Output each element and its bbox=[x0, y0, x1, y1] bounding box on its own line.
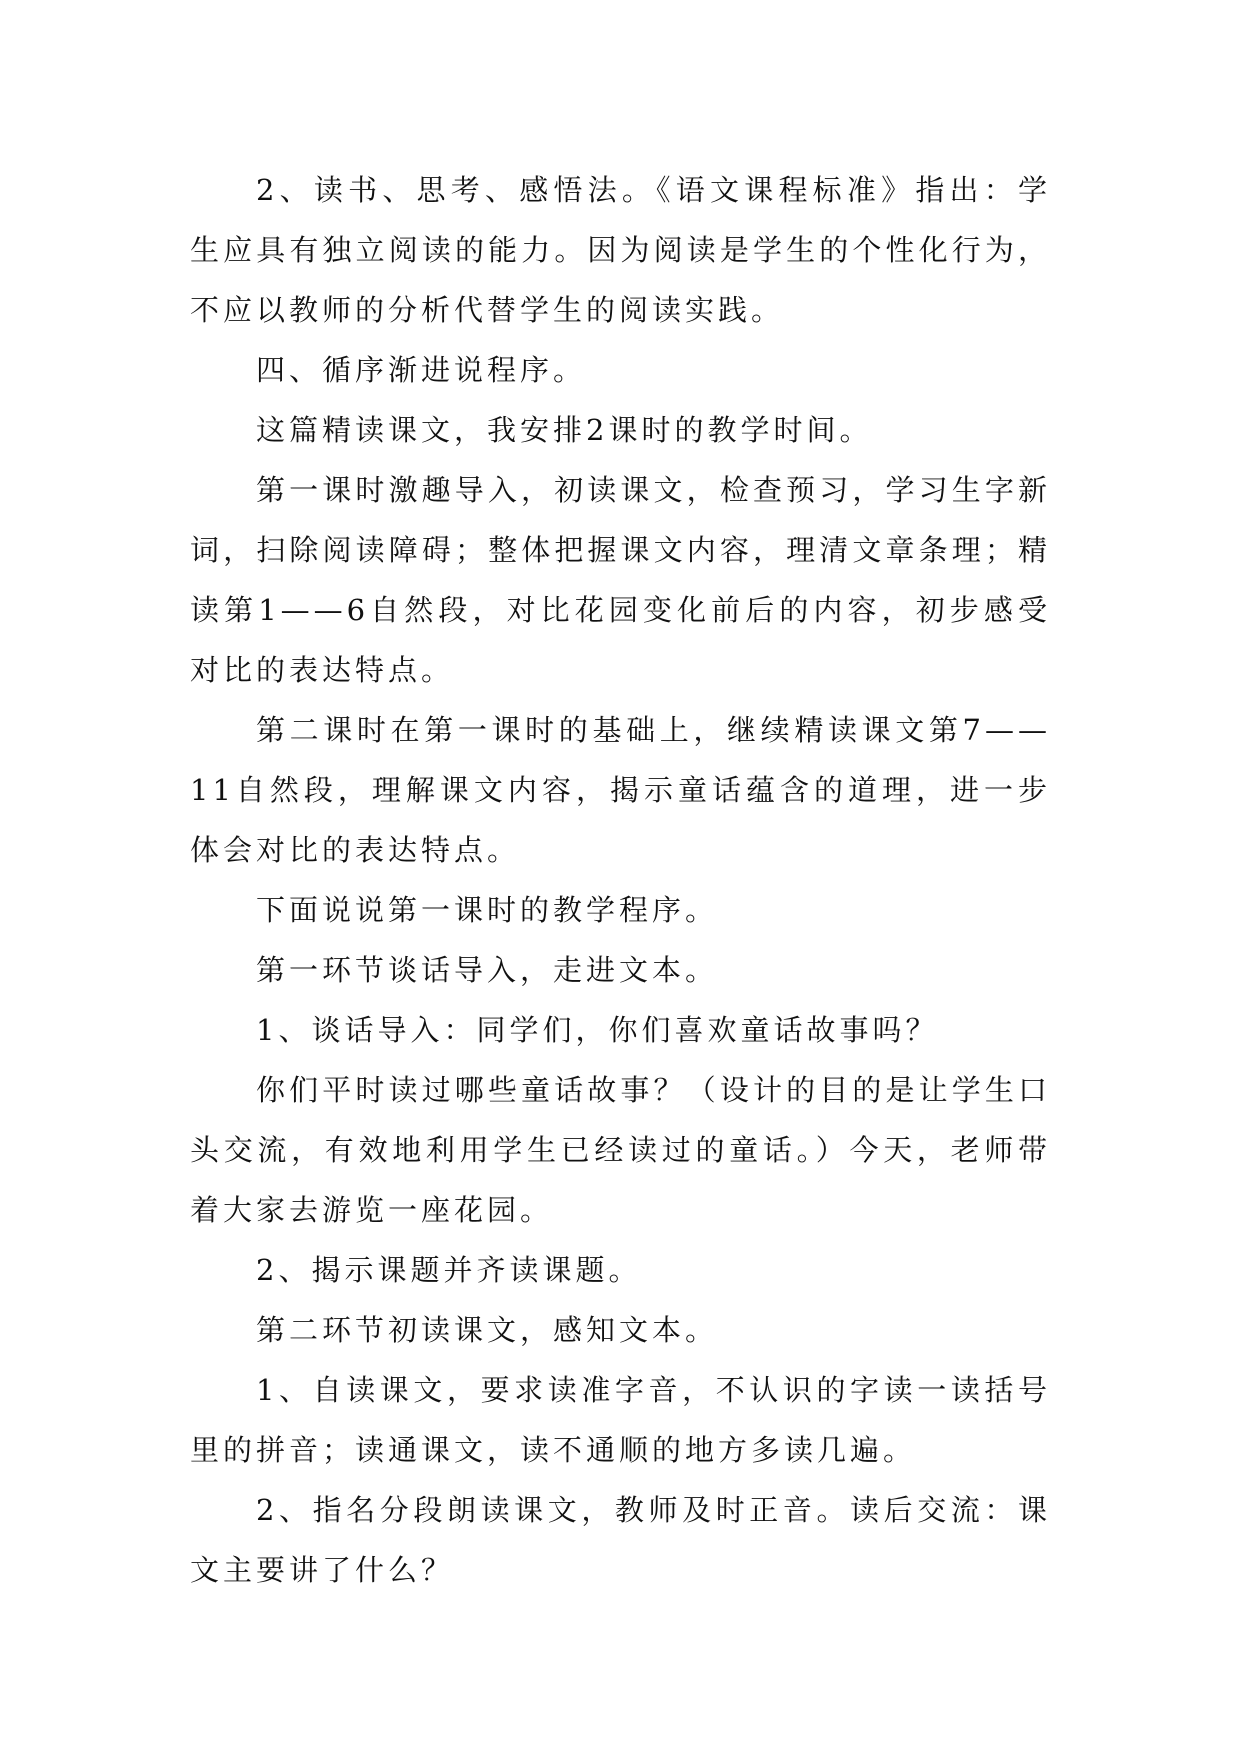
paragraph: 2、读书、思考、感悟法。《语文课程标准》指出：学生应具有独立阅读的能力。因为阅读是学生的个性化行为，不应以教师的分析代替学生的阅读实践。 bbox=[190, 173, 1051, 327]
paragraph: 1、自读课文，要求读准字音，不认识的字读一读括号里的拼音；读通课文，读不通顺的地方多读几遍。 bbox=[190, 1373, 1051, 1467]
section-heading: 四、循序渐进说程序。 bbox=[256, 353, 587, 387]
paragraph: 2、揭示课题并齐读课题。 bbox=[256, 1253, 642, 1287]
paragraph: 你们平时读过哪些童话故事？（设计的目的是让学生口头交流，有效地利用学生已经读过的童话。）今天，老师带着大家去游览一座花园。 bbox=[190, 1073, 1051, 1227]
step-heading: 第一环节谈话导入，走进文本。 bbox=[256, 953, 719, 987]
paragraph: 第一课时激趣导入，初读课文，检查预习，学习生字新词，扫除阅读障碍；整体把握课文内容，理清文章条理；精读第1——6自然段，对比花园变化前后的内容，初步感受对比的表达特点。 bbox=[190, 473, 1051, 687]
paragraph: 下面说说第一课时的教学程序。 bbox=[256, 893, 719, 927]
document-body bbox=[190, 160, 1051, 1600]
paragraph: 第二课时在第一课时的基础上，继续精读课文第7——11自然段，理解课文内容，揭示童话蕴含的道理，进一步体会对比的表达特点。 bbox=[190, 713, 1051, 867]
paragraph: 1、谈话导入：同学们，你们喜欢童话故事吗？ bbox=[256, 1013, 939, 1047]
step-heading: 第二环节初读课文，感知文本。 bbox=[256, 1313, 719, 1347]
paragraph: 这篇精读课文，我安排2课时的教学时间。 bbox=[256, 413, 873, 447]
paragraph: 2、指名分段朗读课文，教师及时正音。读后交流：课文主要讲了什么？ bbox=[190, 1493, 1051, 1587]
